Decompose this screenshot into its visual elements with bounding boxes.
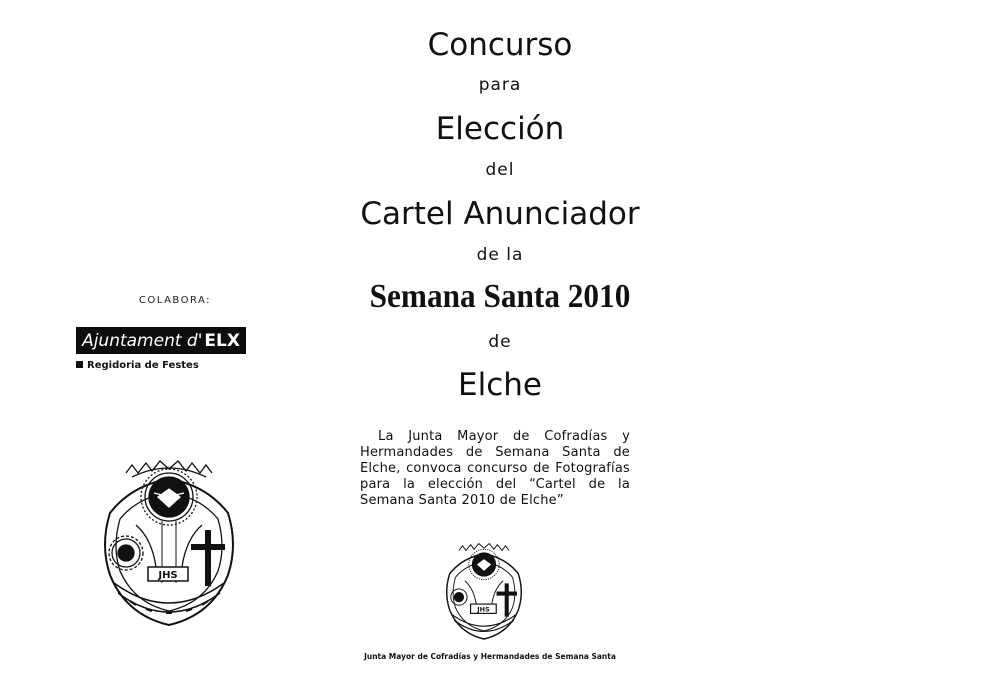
- title-semana-santa: Semana Santa 2010: [369, 278, 631, 315]
- footer-caption: Junta Mayor de Cofradías y Hermandades de Semana Santa: [364, 652, 616, 661]
- title-cartel-anunciador: Cartel Anunciador: [360, 196, 640, 232]
- seal-large-text: JHS: [158, 570, 178, 581]
- regidoria-label: [76, 360, 199, 371]
- announcement-paragraph: La Junta Mayor de Cofradías y Hermandades de Semana Santa de Elche, convoca concurso de Fotografías para la elección del “Cartel de la Semana Santa 2010 de Elche”: [360, 429, 630, 508]
- regidoria-text: Regidoria de Festes: [87, 360, 199, 371]
- brotherhood-seal-large-icon: [96, 455, 242, 637]
- ajuntament-logo-text: Ajuntament d': [82, 330, 203, 351]
- square-bullet-icon: [76, 361, 83, 368]
- title-eleccion: Elección: [435, 111, 565, 147]
- title-del: del: [485, 160, 515, 180]
- title-para: para: [478, 75, 522, 95]
- brotherhood-seal-small-icon: [441, 540, 527, 646]
- title-de: de: [488, 332, 512, 352]
- title-concurso: Concurso: [427, 27, 573, 63]
- ajuntament-elx-logo: [76, 327, 246, 354]
- seal-small-text: JHS: [477, 605, 490, 614]
- title-elche: Elche: [458, 367, 542, 403]
- elx-logo-text: ELX: [204, 330, 240, 351]
- title-de-la: de la: [476, 245, 524, 265]
- colabora-label: COLABORA:: [138, 295, 212, 306]
